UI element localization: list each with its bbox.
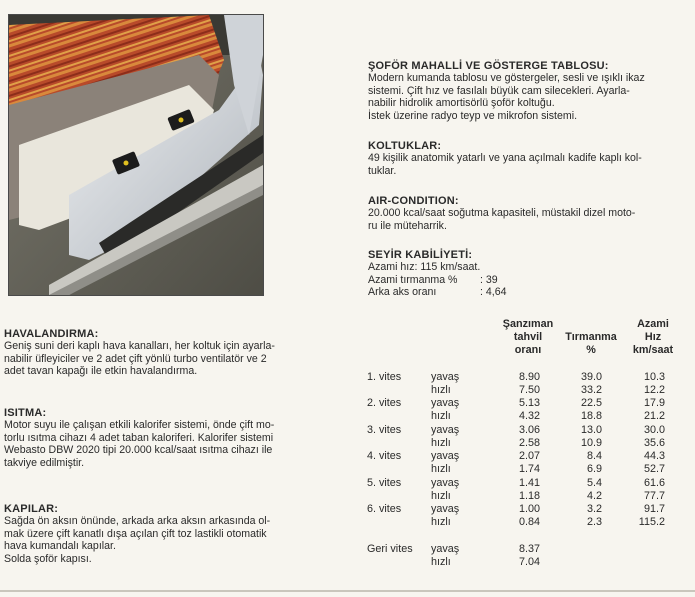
header-speed-line: Hız [644,331,662,343]
cell-mode: hızlı [431,516,451,528]
isitma-line: takviye edilmiştir. [4,456,85,469]
cell-mode: yavaş [431,503,460,515]
seyir-value: : 4,64 [480,286,507,299]
header-ratio-line: Şanzıman [502,318,554,330]
koltuklar-heading: KOLTUKLAR: [368,140,442,152]
cell-vites: 1. vites [367,371,402,383]
cell-speed: 35.6 [643,437,665,449]
cell-vites: Geri vites [367,543,413,555]
cell-ratio: 7.04 [518,556,540,568]
seyir-value: : 39 [480,273,498,286]
air-section [368,195,686,232]
cell-mode: hızlı [431,463,451,475]
cell-ratio: 8.37 [518,543,540,555]
air-line: ru ile müteharrik. [368,219,447,232]
cell-climb: 18.8 [580,410,602,422]
sofor-line: nabilir hidrolik amortisörlü şoför koltuğu. [368,97,555,110]
isitma-line: Webasto DBW 2020 tipi 20.000 kcal/saat ısıtma cihazı ile [4,444,273,457]
table-row [0,450,695,463]
air-heading: AIR-CONDITION: [368,195,459,207]
kapilar-heading: KAPILAR: [4,503,59,515]
sofor-section [368,60,686,122]
cell-ratio: 7.50 [518,384,540,396]
cell-speed: 10.3 [643,371,665,383]
cell-mode: hızlı [431,437,451,449]
cell-ratio: 8.90 [518,371,540,383]
sofor-heading: ŞOFÖR MAHALLİ VE GÖSTERGE TABLOSU: [368,60,609,72]
seyir-label: Azami hız: 115 km/saat. [368,261,481,274]
table-row [0,543,695,556]
cell-climb: 33.2 [580,384,602,396]
air-line: 20.000 kcal/saat soğutma kapasiteli, müstakil dizel moto- [368,207,636,220]
cell-climb: 3.2 [586,503,602,515]
cell-climb: 8.4 [586,450,602,462]
cell-vites: 5. vites [367,477,402,489]
table-row [0,463,695,476]
sofor-line: Modern kumanda tablosu ve göstergeler, sesli ve ışıklı ikaz [368,72,645,85]
cell-mode: yavaş [431,397,460,409]
cell-climb: 6.9 [586,463,602,475]
cell-vites: 6. vites [367,503,402,515]
table-row [0,397,695,410]
isitma-line: torlu ısıtma cihazı 4 adet taban kaloriferi. Kalorifer sistemi [4,431,274,444]
header-speed-line: km/saat [632,344,674,356]
cell-speed: 30.0 [643,424,665,436]
cell-climb: 39.0 [580,371,602,383]
table-row [0,503,695,516]
header-ratio-line: oranı [514,344,542,356]
havalandirma-line: adet tavan kapağı ile etkin havalandırma. [4,365,198,378]
table-row [0,410,695,423]
cell-speed: 61.6 [643,477,665,489]
cell-speed: 115.2 [638,516,665,528]
table-row [0,490,695,503]
cell-mode: hızlı [431,490,451,502]
cell-mode: hızlı [431,410,451,422]
cell-mode: yavaş [431,543,460,555]
seyir-row [368,274,686,286]
cell-vites: 3. vites [367,424,402,436]
seyir-section [368,249,686,299]
seat-illustration [9,15,263,295]
cell-mode: yavaş [431,371,460,383]
header-climb-line: % [586,344,596,356]
cell-speed: 52.7 [643,463,665,475]
cell-ratio: 3.06 [518,424,540,436]
cell-speed: 44.3 [643,450,665,462]
seyir-row [368,286,686,298]
cell-speed: 77.7 [643,490,665,502]
bottom-rule [0,590,695,592]
cell-ratio: 4.32 [518,410,540,422]
cell-ratio: 0.84 [518,516,540,528]
header-climb [556,331,626,357]
table-row [0,437,695,450]
cell-speed: 91.7 [643,503,665,515]
kapilar-line: hava kumandalı kapılar. [4,540,116,553]
cell-ratio: 1.18 [518,490,540,502]
cell-ratio: 1.74 [518,463,540,475]
seyir-heading: SEYİR KABİLİYETİ: [368,249,473,261]
cell-climb: 22.5 [580,397,602,409]
koltuklar-line: 49 kişilik anatomik yatarlı ve yana açılmalı kadife kaplı kol- [368,152,642,165]
seyir-label: Arka aks oranı [368,286,437,299]
cell-ratio: 2.07 [518,450,540,462]
table-row [0,477,695,490]
koltuklar-line: tuklar. [368,164,397,177]
cell-climb: 10.9 [580,437,602,449]
table-row [0,556,695,569]
table-row [0,384,695,397]
cell-vites: 4. vites [367,450,402,462]
sofor-line: sistemi. Çift hız ve fasılalı büyük cam silecekleri. Ayarla- [368,84,630,97]
cell-climb: 4.2 [586,490,602,502]
cell-ratio: 1.41 [518,477,540,489]
kapilar-line: Sağda ön aksın önünde, arkada arka aksın arkasında ol- [4,515,271,528]
header-climb-line: Tırmanma [565,331,617,343]
cell-climb: 13.0 [580,424,602,436]
havalandirma-line: nabilir üfleyiciler ve 2 adet çift yönlü turbo ventilatör ve 2 [4,352,267,365]
cell-ratio: 2.58 [518,437,540,449]
seat-photo [8,14,264,296]
havalandirma-line: Geniş suni deri kaplı hava kanalları, her koltuk için ayarla- [4,340,275,353]
sofor-line: İstek üzerine radyo teyp ve mikrofon sistemi. [368,109,578,122]
cell-ratio: 1.00 [518,503,540,515]
header-speed-line: Azami [637,318,669,330]
kapilar-line: mak üzere çift kanatlı dışa açılan çift toz lastikli otomatik [4,527,267,540]
cell-vites: 2. vites [367,397,402,409]
cell-mode: yavaş [431,424,460,436]
seyir-label: Azami tırmanma % [368,273,458,286]
cell-climb: 5.4 [586,477,602,489]
koltuklar-section [368,140,686,177]
table-row [0,424,695,437]
cell-speed: 17.9 [643,397,665,409]
cell-speed: 21.2 [643,410,665,422]
havalandirma-heading: HAVALANDIRMA: [4,328,99,340]
table-row [0,516,695,529]
cell-mode: yavaş [431,477,460,489]
cell-ratio: 5.13 [518,397,540,409]
table-row [0,371,695,384]
cell-speed: 12.2 [643,384,665,396]
cell-mode: hızlı [431,384,451,396]
header-ratio-line: tahvil [513,331,543,343]
isitma-line: Motor suyu ile çalışan etkili kalorifer sistemi, önde çift mo- [4,419,275,432]
cell-climb: 2.3 [586,516,602,528]
isitma-heading: ISITMA: [4,407,47,419]
cell-mode: hızlı [431,556,451,568]
cell-mode: yavaş [431,450,460,462]
header-speed [622,318,684,357]
kapilar-line: Solda şoför kapısı. [4,552,92,565]
seyir-row [368,261,686,273]
